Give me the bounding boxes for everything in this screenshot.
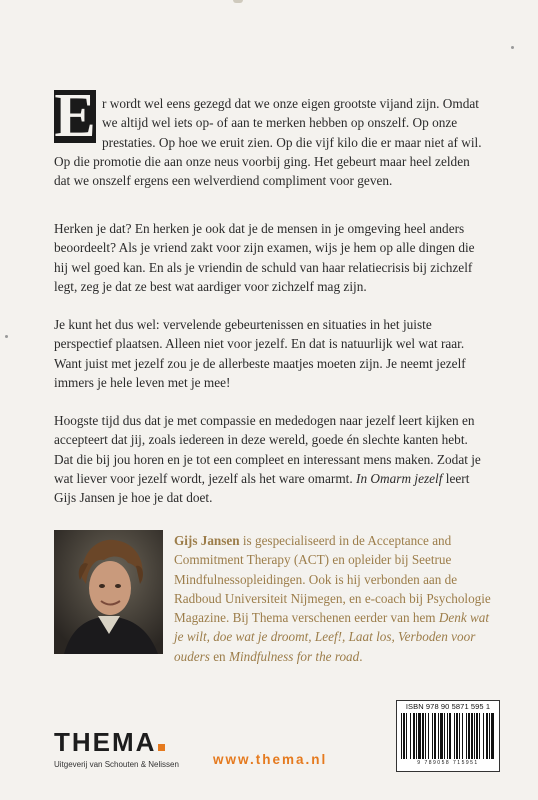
barcode-bar — [466, 713, 467, 759]
barcode-bar — [459, 713, 460, 759]
paragraph-intro — [54, 94, 482, 190]
barcode-bar — [401, 713, 402, 759]
drop-cap: E — [54, 90, 96, 143]
isbn-number: ISBN 978 90 5871 595 1 — [405, 702, 491, 711]
barcode-bar — [406, 713, 407, 759]
barcode-bar — [416, 713, 417, 759]
barcode-bar — [471, 713, 473, 759]
intro-line: Op die promotie die aan onze neus voorbij ging. Het gebeurt maar heel zelden — [54, 153, 470, 169]
intro-line: r wordt wel eens gezegd dat we onze eigen grootste vijand zijn. Omdat — [102, 96, 479, 111]
barcode-bar — [422, 713, 424, 759]
barcode-bar — [479, 713, 480, 759]
publisher-logo — [54, 727, 165, 757]
intro-line: dat we onszelf ergens een welverdiend compliment voor geven. — [54, 173, 393, 189]
publisher-tagline: Uitgeverij van Schouten & Nelissen — [54, 760, 179, 769]
barcode-bar — [483, 713, 484, 759]
barcode-bar — [456, 713, 458, 759]
publisher-url[interactable]: www.thema.nl — [213, 752, 328, 767]
author-photo — [54, 530, 163, 654]
paragraph-recognition: Herken je dat? En herken je ook dat je de mensen in je omgeving heel anders beoordeelt? Als je vriend zakt voor zijn examen, wijs je hem op alle dingen die hij wel goed kan. En als je vriendin de schuld van haar relatiecrisis bij zichzelf legt, zeg je dat ze best wat aardiger voor zichzelf mag zijn. — [54, 221, 475, 294]
barcode-bar — [449, 713, 451, 759]
barcode-bar — [491, 713, 494, 759]
barcode-bar — [468, 713, 470, 759]
intro-line: prestaties. Op hoe we eruit zien. Op die vijf kilo die er maar niet af wil. — [102, 134, 482, 150]
barcode-number: 9 789058 715951 — [417, 760, 479, 766]
barcode-bar — [486, 713, 488, 759]
barcode-bar — [489, 713, 490, 759]
paragraph-perspective: Je kunt het dus wel: vervelende gebeurtenissen en situaties in het juiste perspectief plaatsen. Alleen niet voor jezelf. En dat is natuurlijk wel wat raar. Want juist met jezelf zou je de allerbeste maatjes moeten zijn. Je neemt jezelf immers je hele leven met je mee! — [54, 317, 466, 390]
barcode-bars — [401, 713, 495, 759]
author-name: Gijs Jansen — [174, 533, 240, 548]
barcode-bar — [454, 713, 455, 759]
barcode-bar — [447, 713, 448, 759]
compassion-end: leert Gijs Jansen je hoe je dat doet. — [54, 470, 470, 506]
barcode-bar — [434, 713, 436, 759]
book-title: In Omarm jezelf — [356, 470, 443, 486]
barcode-bar — [413, 713, 415, 759]
intro-line: we altijd wel iets op- of aan te merken hebben op onszelf. Op onze — [102, 115, 458, 131]
bio-last-book: Mindfulness for the road — [228, 648, 360, 664]
barcode-bar — [474, 713, 475, 759]
paper-speck — [5, 335, 8, 338]
barcode-bar — [440, 713, 443, 759]
barcode-bar — [444, 713, 445, 759]
barcode — [396, 700, 500, 772]
barcode-bar — [403, 713, 405, 759]
paragraph-compassion — [54, 411, 482, 507]
author-bio — [174, 531, 494, 666]
barcode-bar — [476, 713, 478, 759]
barcode-bar — [425, 713, 426, 759]
compassion-text: Hoogste tijd dus dat je met compassie en mededogen naar jezelf leert kijken en accepteert dat jij, zoals iedereen in deze wereld, goede én slechte kanten hebt. Dat die bij jou horen en je tot een compleet en interessant mens maken. Zodat je wat liever voor jezelf wordt, jezelf als het ware omarmt. — [54, 413, 481, 486]
barcode-bar — [462, 713, 463, 759]
bio-books: Denk wat je wilt, doe wat je droomt, Leef!, Laat los, Verboden voor ouders — [174, 610, 490, 664]
paper-speck — [511, 46, 514, 49]
barcode-bar — [418, 713, 421, 759]
barcode-bar — [428, 713, 429, 759]
bio-text: is gespecialiseerd in de Acceptance and Commitment Therapy (ACT) en opleider bij Seetrue Mindfulnessopleidingen. Ook is hij verbonden aan de Radboud Universiteit Nijmegen, en e-coach bij Psychologie Magazine. Bij Thema verschenen eerder van hem — [174, 533, 491, 626]
logo-dot — [158, 744, 165, 751]
bio-and: en — [209, 648, 229, 664]
barcode-bar — [438, 713, 439, 759]
logo-text: THEMA — [54, 727, 157, 757]
top-edge-mark — [233, 0, 243, 3]
bio-end: . — [359, 648, 363, 664]
barcode-bar — [432, 713, 433, 759]
barcode-bar — [410, 713, 411, 759]
